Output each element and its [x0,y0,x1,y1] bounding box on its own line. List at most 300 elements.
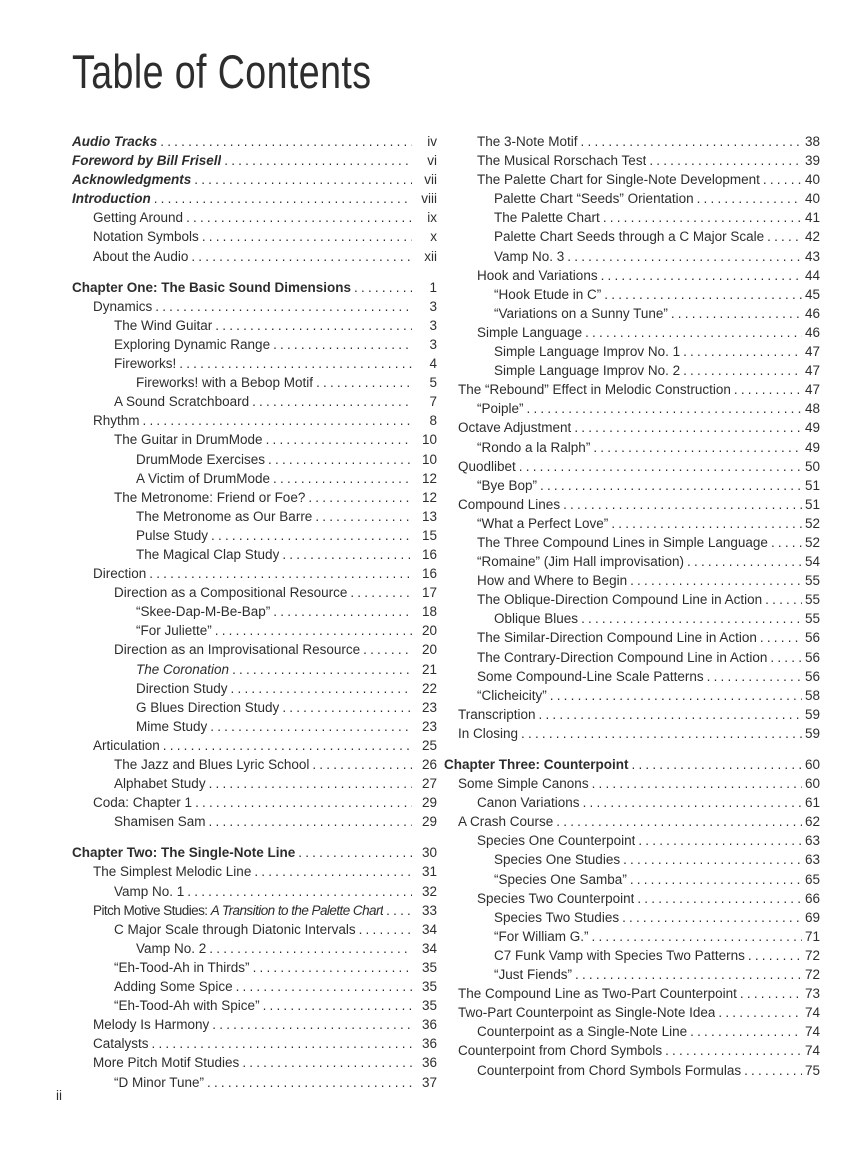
toc-entry-page: 42 [804,229,820,245]
toc-entry-page: 74 [804,1043,820,1059]
toc-entry [444,399,820,418]
dot-leader [601,285,802,304]
toc-block-chapter-two [72,843,437,1091]
toc-entry-title [114,583,347,602]
toc-entry-label: “Hook Etude in C” [494,286,602,302]
toc-entry-title [494,946,745,965]
toc-entry-page: 52 [804,515,820,531]
toc-entry-label: Counterpoint from Chord Symbols [458,1043,663,1059]
toc-entry-label: Catalysts [93,1036,149,1052]
toc-entry [72,736,437,755]
toc-entry-label: Two-Part Counterpoint as Single-Note Idea [458,1005,716,1021]
toc-entry-label: Canon Variations [477,795,580,811]
toc-entry [72,189,437,208]
toc-entry [72,843,437,862]
toc-entry-title [93,1053,239,1072]
toc-entry-label: “Eh-Tood-Ah with Spice” [114,998,260,1014]
toc-entry [444,571,820,590]
toc-entry-title [494,927,589,946]
toc-entry-title [458,1041,662,1060]
toc-entry-label: Alphabet Study [114,776,206,792]
dot-leader [383,901,412,920]
toc-entry-title [477,1022,687,1041]
toc-entry-title [477,266,598,285]
toc-entry [72,450,437,469]
toc-entry [444,1003,820,1022]
toc-entry-page: 5 [429,375,437,391]
dot-leader [228,679,412,698]
toc-entry-title [93,297,152,316]
toc-entry [72,977,437,996]
dot-leader [152,297,412,316]
dot-leader [313,373,412,392]
toc-entry-title [458,774,589,793]
toc-entry-page: 17 [421,585,437,601]
toc-entry-page: 45 [804,286,820,302]
toc-entry-label: Oblique Blues [494,611,579,627]
toc-entry-label: Direction as a Compositional Resource [114,585,348,601]
toc-entry [444,342,820,361]
dot-leader [582,323,802,342]
dot-leader [564,247,802,266]
dot-leader [608,514,802,533]
toc-entry-label: The Similar-Direction Compound Line in Action [477,630,757,646]
toc-entry-label: Some Compound-Line Scale Patterns [477,668,704,684]
toc-entry-page: 29 [421,795,437,811]
toc-entry-page: 13 [421,508,437,524]
toc-entry [72,660,437,679]
toc-entry [444,285,820,304]
toc-entry-label: Simple Language Improv No. 2 [494,363,681,379]
toc-entry [444,361,820,380]
toc-entry-title [136,469,270,488]
toc-entry-page: 49 [804,420,820,436]
toc-entry [72,812,437,831]
toc-entry-title [93,564,146,583]
toc-entry-title [93,208,183,227]
toc-entry [72,640,437,659]
toc-entry-title [93,247,188,266]
toc-entry-label: The Wind Guitar [114,317,213,333]
toc-entry [444,686,820,705]
toc-entry [72,151,437,170]
toc-entry-page: 74 [804,1024,820,1040]
toc-entry-title [136,526,208,545]
toc-entry-label: A Victim of DrumMode [136,470,271,486]
toc-entry-page: 55 [804,592,820,608]
toc-entry-page: 69 [804,909,820,925]
toc-entry-title [477,667,704,686]
dot-leader [598,266,802,285]
toc-entry-page: 35 [421,959,437,975]
toc-entry-label: In Closing [458,725,519,741]
toc-entry-label: “Eh-Tood-Ah in Thirds” [114,959,250,975]
dot-leader [351,278,412,297]
toc-entry [444,628,820,647]
toc-entry-italic-label: The Coronation [136,661,230,677]
toc-entry-title [494,361,680,380]
dot-leader [662,1041,802,1060]
toc-entry [444,946,820,965]
dot-leader [627,571,802,590]
toc-entry [72,1034,437,1053]
toc-entry-label: Some Simple Canons [458,776,589,792]
toc-entry-title [458,457,516,476]
dot-leader [250,958,412,977]
toc-entry-page: 46 [804,324,820,340]
toc-entry-label: Transcription [458,706,536,722]
toc-entry-page: 16 [421,546,437,562]
toc-entry-title [477,552,684,571]
toc-entry-title [93,1015,209,1034]
toc-entry-page: 75 [804,1062,820,1078]
dot-leader [572,965,802,984]
toc-entry-page: 72 [804,967,820,983]
toc-entry-label: The Metronome: Friend or Foe? [114,489,306,505]
toc-entry-title [114,640,360,659]
toc-entry-page: 60 [804,776,820,792]
toc-entry-label: Chapter Two: The Single-Note Line [72,845,296,861]
toc-entry [72,862,437,881]
toc-entry [72,996,437,1015]
toc-entry [444,889,820,908]
toc-entry-title [494,247,564,266]
dot-leader [590,438,802,457]
toc-entry-title [458,495,560,514]
toc-entry-page: 36 [421,1036,437,1052]
toc-entry [444,418,820,437]
toc-entry-title [136,660,229,679]
toc-entry-page: 22 [421,680,437,696]
toc-entry [444,793,820,812]
toc-entry-title [114,774,206,793]
toc-entry-label: “Bye Bop” [477,477,538,493]
toc-entry-label: A Crash Course [458,814,554,830]
toc-entry [444,965,820,984]
toc-entry-label: Audio Tracks [72,134,158,149]
toc-entry-label: The Musical Rorschach Test [477,153,647,169]
toc-entry-page: vii [424,172,437,188]
toc-entry-label: Compound Lines [458,496,561,512]
toc-entry-label: “Just Fiends” [494,967,573,983]
toc-entry [444,590,820,609]
toc-entry-title [477,476,537,495]
dot-leader [760,170,802,189]
toc-entry-page: 10 [421,432,437,448]
toc-entry [444,266,820,285]
toc-entry-page: 12 [421,489,437,505]
dot-leader [687,1022,802,1041]
dot-leader [757,628,802,647]
toc-entry-label: Notation Symbols [93,229,199,245]
toc-entry-title [477,628,757,647]
toc-entry-title [93,1034,149,1053]
toc-entry-label: How and Where to Begin [477,573,628,589]
toc-entry-label: Shamisen Sam [114,814,206,830]
toc-entry-page: 3 [429,317,437,333]
toc-entry [444,908,820,927]
toc-entry-label: C7 Funk Vamp with Species Two Patterns [494,947,745,963]
toc-entry [444,247,820,266]
toc-entry [444,755,820,774]
toc-entry-label: Vamp No. 3 [494,248,565,264]
dot-leader [208,526,412,545]
dot-leader [249,392,412,411]
toc-entry [444,1041,820,1060]
toc-entry [72,488,437,507]
toc-entry [444,667,820,686]
toc-entry [72,526,437,545]
toc-entry-page: 3 [429,336,437,352]
toc-entry-title [114,488,305,507]
toc-entry [444,151,820,170]
toc-entry-label: “What a Perfect Love” [477,515,609,531]
toc-entry-label: Dynamics [93,298,153,314]
toc-entry [72,583,437,602]
dot-leader [191,170,412,189]
toc-entry-label: Direction [93,566,147,582]
toc-block-chapter-one [72,278,437,832]
toc-entry-page: 43 [804,248,820,264]
toc-entry-title [494,870,627,889]
dot-leader [263,430,412,449]
toc-entry-title [72,170,191,189]
toc-entry-italic-label: A Transition to the Palette Chart [210,902,384,918]
toc-entry-page: 47 [804,363,820,379]
toc-entry-page: 73 [804,986,820,1002]
toc-entry-title [477,514,608,533]
dot-leader [221,151,412,170]
dot-leader [731,380,802,399]
toc-entry-page: iv [427,134,437,149]
dot-leader [188,247,412,266]
toc-entry [444,495,820,514]
toc-entry [72,920,437,939]
toc-entry-label: The Guitar in DrumMode [114,432,263,448]
toc-entry-page: 21 [421,661,437,677]
toc-entry [444,208,820,227]
toc-entry-page: 34 [421,921,437,937]
toc-entry [444,724,820,743]
toc-entry-title [494,227,764,246]
toc-entry-title [72,278,351,297]
toc-entry-label: “Variations on a Sunny Tune” [494,305,668,321]
dot-leader [140,411,412,430]
toc-entry-page: 74 [804,1005,820,1021]
toc-entry-page: 20 [421,642,437,658]
toc-entry [444,984,820,1003]
dot-leader [260,996,412,1015]
toc-entry-title [458,418,571,437]
toc-entry-page: 31 [421,864,437,880]
toc-entry-page: 47 [804,382,820,398]
dot-leader [619,908,802,927]
toc-entry-title [114,392,249,411]
dot-leader [239,1053,412,1072]
toc-entry-page: 25 [421,737,437,753]
dot-leader [634,889,802,908]
dot-leader [206,774,412,793]
toc-entry [72,901,437,920]
toc-entry [72,354,437,373]
dot-leader [741,1061,802,1080]
toc-entry [444,609,820,628]
toc-entry-page: 60 [804,757,820,772]
toc-entry-page: 49 [804,439,820,455]
dot-leader [270,335,412,354]
toc-entry-page: 48 [804,401,820,417]
dot-leader [680,342,802,361]
toc-entry-label: “Clicheicity” [477,687,547,703]
toc-entry-title [114,882,184,901]
toc-entry-page: 10 [421,451,437,467]
toc-entry-label: The 3-Note Motif [477,134,578,149]
toc-entry-title [477,648,767,667]
toc-entry-page: 27 [421,776,437,792]
toc-entry-title [494,285,601,304]
toc-entry-page: 34 [421,940,437,956]
dot-leader [627,870,802,889]
toc-entry-page: 39 [804,153,820,169]
dot-leader [279,545,412,564]
toc-entry-page: 72 [804,947,820,963]
toc-entry-label: Chapter Three: Counterpoint [444,757,629,772]
toc-columns [72,132,820,1092]
toc-entry [72,545,437,564]
toc-entry [72,132,437,151]
dot-leader [305,488,412,507]
toc-entry [72,411,437,430]
toc-entry-title [136,507,312,526]
toc-entry-page: 56 [804,668,820,684]
dot-leader [309,755,412,774]
toc-entry-label: A Sound Scratchboard [114,394,250,410]
toc-entry-page: 59 [804,706,820,722]
toc-entry-label: Octave Adjustment [458,420,572,436]
toc-entry-page: 58 [804,687,820,703]
toc-entry-page: 7 [429,394,437,410]
dot-leader [209,1015,412,1034]
toc-entry-title [72,132,157,151]
toc-entry-title [458,705,536,724]
toc-entry-label: Vamp No. 2 [136,940,207,956]
dot-leader [160,736,412,755]
dot-leader [715,1003,802,1022]
toc-block-chapter-two-continued [444,132,820,743]
toc-entry-title [93,901,383,920]
toc-entry [444,705,820,724]
dot-leader [578,609,802,628]
toc-entry [444,227,820,246]
toc-entry-title [114,354,176,373]
toc-block-chapter-three [444,755,820,1080]
folio-page-number: ii [56,1088,62,1103]
dot-leader [356,920,412,939]
dot-leader [183,208,412,227]
toc-entry-label: Fireworks! [114,356,177,372]
toc-entry-title [477,686,547,705]
toc-entry-page: 18 [421,604,437,620]
toc-entry-page: 3 [429,298,437,314]
toc-entry-title [494,965,572,984]
toc-entry [72,430,437,449]
toc-entry [444,457,820,476]
toc-entry-page: 16 [421,566,437,582]
toc-entry-page: x [430,229,437,245]
toc-entry-page: 52 [804,534,820,550]
toc-entry-label: Simple Language [477,324,583,340]
toc-entry-title [72,151,221,170]
toc-entry-title [114,812,206,831]
toc-entry [444,438,820,457]
toc-entry-label: The Compound Line as Two-Part Counterpoint [458,986,737,1002]
toc-entry-title [477,831,635,850]
dot-leader [646,151,802,170]
dot-leader [347,583,412,602]
toc-entry-title [458,380,731,399]
dot-leader [516,457,802,476]
toc-entry [444,648,820,667]
toc-entry-title [494,908,619,927]
dot-leader [518,724,802,743]
toc-entry-page: 63 [804,833,820,849]
toc-entry-label: The Three Compound Lines in Simple Language [477,534,768,550]
dot-leader [684,552,802,571]
toc-entry-page: 33 [421,902,437,918]
dot-leader [571,418,802,437]
toc-entry [72,316,437,335]
toc-entry-title [477,151,646,170]
toc-entry-page: 62 [804,814,820,830]
dot-leader [146,564,412,583]
toc-entry [72,335,437,354]
toc-entry-title [93,862,251,881]
dot-leader [176,354,412,373]
dot-leader [600,208,802,227]
toc-entry-label: “Species One Samba” [494,871,627,887]
toc-entry [72,793,437,812]
toc-entry-page: 44 [804,267,820,283]
toc-entry [72,208,437,227]
toc-entry [444,927,820,946]
toc-entry-label: “For William G.” [494,928,589,944]
dot-leader [295,843,412,862]
toc-entry-label: Counterpoint from Chord Symbols Formulas [477,1062,742,1078]
toc-entry-page: 12 [421,470,437,486]
toc-entry-page: 65 [804,871,820,887]
toc-entry-page: 4 [429,356,437,372]
toc-entry-page: 38 [804,134,820,149]
toc-entry-label: Rhythm [93,413,140,429]
toc-entry-page: 50 [804,458,820,474]
toc-entry [72,170,437,189]
toc-entry-label: Adding Some Spice [114,979,233,995]
toc-entry [72,227,437,246]
toc-entry-page: 26 [421,757,437,772]
toc-entry-title [114,1073,204,1092]
toc-entry [444,323,820,342]
toc-entry-page: 35 [421,979,437,995]
toc-entry-page: 35 [421,998,437,1014]
toc-entry [444,189,820,208]
toc-entry [72,621,437,640]
toc-entry-label: Direction Study [136,680,228,696]
toc-entry-page: 51 [804,496,820,512]
toc-entry-page: 37 [421,1074,437,1090]
toc-entry-label: Species One Studies [494,852,621,868]
toc-entry-label: G Blues Direction Study [136,699,280,715]
toc-entry-title [444,755,629,774]
